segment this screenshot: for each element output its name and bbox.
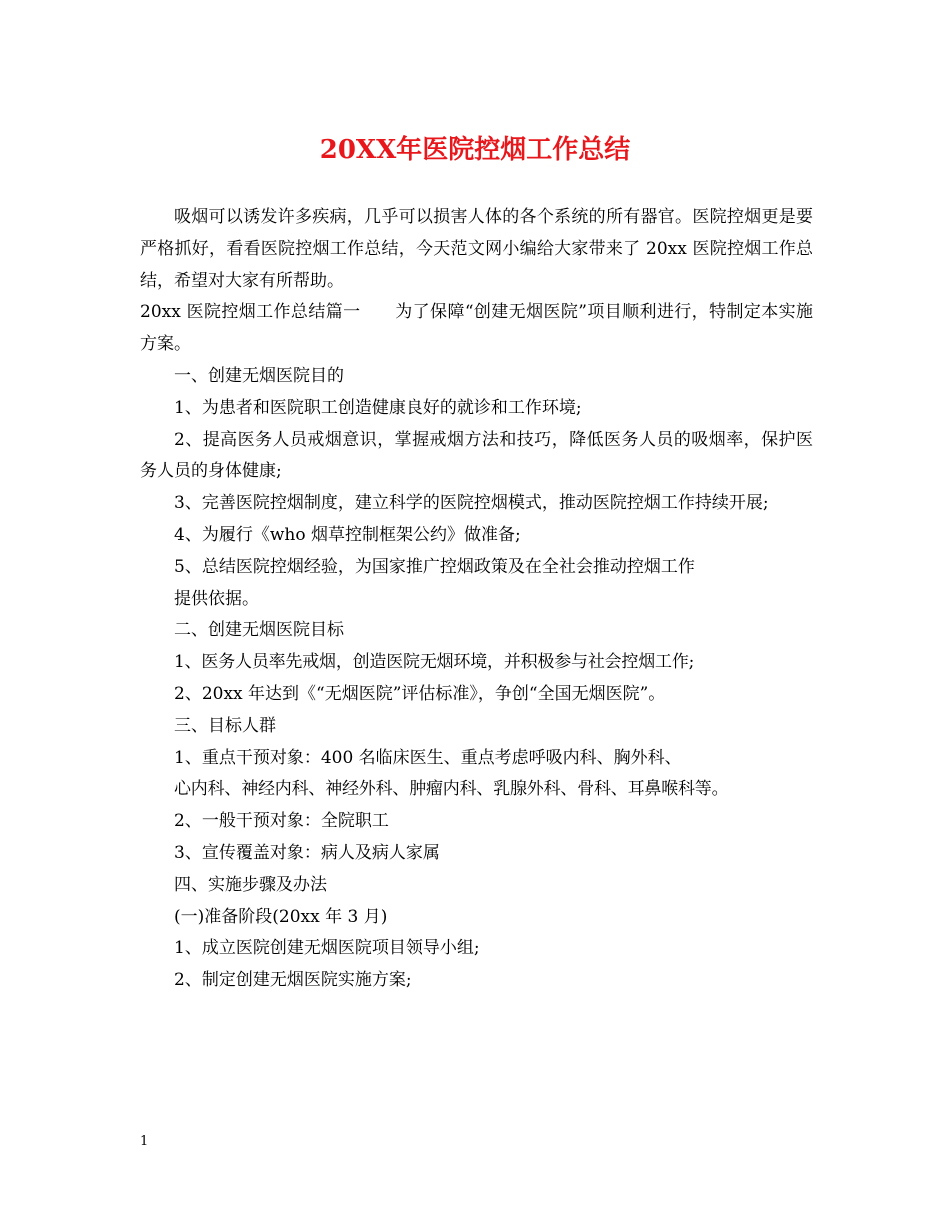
list-item: 1、成立医院创建无烟医院项目领导小组; — [174, 938, 480, 959]
list-item: 1、为患者和医院职工创造健康良好的就诊和工作环境; — [174, 397, 582, 418]
list-item-continuation: 提供依据。 — [174, 588, 259, 609]
document-title: 20XX年医院控烟工作总结 — [319, 135, 631, 165]
list-item: 2、20xx 年达到《“无烟医院”评估标准》，争创“全国无烟医院”。 — [174, 683, 666, 704]
list-item: 3、宣传覆盖对象：病人及病人家属 — [174, 842, 440, 863]
paragraph-part-one: 20xx 医院控烟工作总结篇一 为了保障“创建无烟医院”项目顺利进行，特制定本实施方案。 — [140, 302, 813, 355]
heading-steps: 四、实施步骤及办法 — [174, 874, 327, 895]
list-item: 2、提高医务人员戒烟意识，掌握戒烟方法和技巧，降低医务人员的吸烟率，保护医务人员的身体健康; — [140, 429, 813, 482]
list-item: 3、完善医院控烟制度，建立科学的医院控烟模式，推动医院控烟工作持续开展; — [174, 493, 769, 514]
list-item: 2、一般干预对象：全院职工 — [174, 811, 389, 832]
subheading-preparation: (一)准备阶段(20xx 年 3 月) — [174, 906, 388, 927]
heading-target-groups: 三、目标人群 — [174, 715, 276, 736]
heading-goals: 二、创建无烟医院目标 — [174, 620, 344, 641]
list-item-continuation: 心内科、神经内科、神经外科、肿瘤内科、乳腺外科、骨科、耳鼻喉科等。 — [174, 779, 729, 800]
paragraph-intro: 吸烟可以诱发许多疾病，几乎可以损害人体的各个系统的所有器官。医院控烟更是要严格抓好，看看医院控烟工作总结，今天范文网小编给大家带来了 20xx 医院控烟工作总结，希望对大家有所帮助。 — [140, 207, 813, 291]
list-item: 1、医务人员率先戒烟，创造医院无烟环境，并积极参与社会控烟工作; — [174, 652, 695, 673]
list-item: 1、重点干预对象：400 名临床医生、重点考虑呼吸内科、胸外科、 — [174, 747, 682, 768]
list-item: 5、总结医院控烟经验，为国家推广控烟政策及在全社会推动控烟工作 — [174, 556, 695, 577]
document-body — [140, 202, 813, 997]
page-number: 1 — [140, 1134, 149, 1149]
heading-purpose: 一、创建无烟医院目的 — [174, 365, 344, 386]
list-item: 4、为履行《who 烟草控制框架公约》做准备; — [174, 524, 521, 545]
list-item: 2、制定创建无烟医院实施方案; — [174, 970, 412, 991]
